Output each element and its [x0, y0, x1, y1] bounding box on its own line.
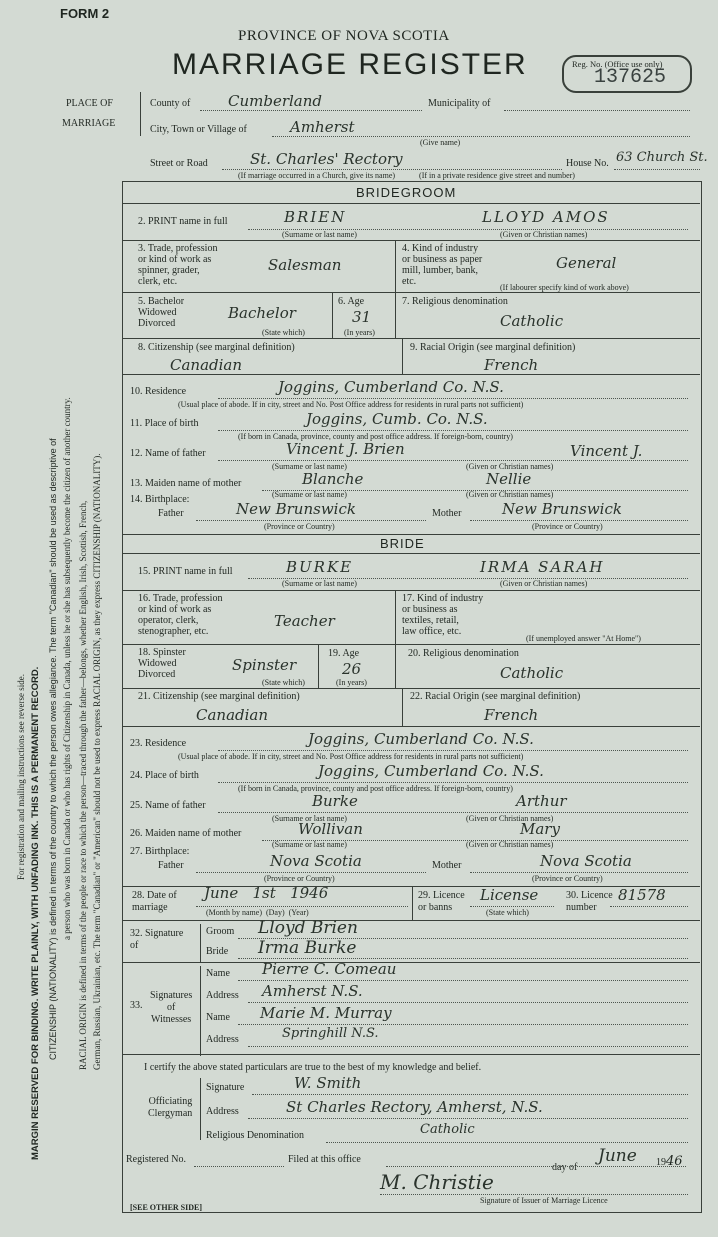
groom-father-bp-label: Father [158, 508, 184, 519]
groom-racial-label: 9. Racial Origin (see marginal definition) [410, 342, 576, 353]
bride-name-label: 15. PRINT name in full [138, 566, 233, 577]
bride-racial: French [484, 706, 539, 724]
place-of-label: PLACE OF [66, 98, 113, 109]
form-number: FORM 2 [60, 6, 110, 21]
county-label: County of [150, 98, 191, 109]
issuer-note: Signature of Issuer of Marriage Licence [480, 1196, 608, 1205]
bride-in-years: (In years) [336, 678, 367, 687]
groom-religion: Catholic [500, 312, 564, 330]
bride-mother-surname-note: (Surname or last name) [272, 840, 347, 849]
signature-brace [200, 924, 205, 962]
bride-given: IRMA SARAH [480, 558, 605, 576]
groom-racial: French [484, 356, 539, 374]
bride-birthplace27-label: 27. Birthplace: [130, 846, 190, 857]
date-note: (Month by name) (Day) (Year) [206, 908, 309, 917]
bride-given-note: (Given or Christian names) [500, 579, 588, 588]
bride-signature: Irma Burke [258, 938, 357, 958]
page-title: MARRIAGE REGISTER [172, 48, 528, 81]
municipality-label: Municipality of [428, 98, 491, 109]
margin-line-2: MARGIN RESERVED FOR BINDING. WRITE PLAINLY, WITH UNFADING INK. THIS IS A PERMANENT RECORD. [30, 666, 41, 1160]
city-label: City, Town or Village of [150, 124, 247, 135]
bride-status: Spinster [232, 656, 297, 674]
bride-age: 26 [342, 660, 362, 678]
bride-trade: Teacher [274, 612, 335, 630]
bride-mother-label: 26. Maiden name of mother [130, 828, 242, 839]
w2-address: Springhill N.S. [282, 1026, 379, 1041]
bride-father-given-note: (Given or Christian names) [466, 814, 554, 823]
clergy-sig-label: Signature [206, 1082, 245, 1093]
witness-brace [200, 966, 205, 1056]
registered-label: Registered No. [126, 1154, 186, 1165]
bride-religion-label: 20. Religious denomination [408, 648, 519, 659]
groom-father-label: 12. Name of father [130, 448, 206, 459]
day-of-label: day of [552, 1162, 578, 1173]
witness-number: 33. [130, 1000, 143, 1011]
groom-industry: General [556, 254, 617, 272]
groom-birthplace: Joggins, Cumb. Co. N.S. [306, 410, 488, 428]
groom-religion-label: 7. Religious denomination [402, 296, 508, 307]
licence-state-which: (State which) [486, 908, 529, 917]
street-label: Street or Road [150, 158, 208, 169]
bride-surname: BURKE [286, 558, 354, 576]
groom-surname: BRIEN [284, 208, 347, 226]
city-value: Amherst [290, 118, 355, 136]
groom-in-years: (In years) [344, 328, 375, 337]
bride-heading: BRIDE [380, 536, 425, 551]
bride-residence-note: (Usual place of abode. If in city, street and No. Post Office address for residents in rural parts not sufficient) [178, 752, 524, 761]
bride-father-label: 25. Name of father [130, 800, 206, 811]
groom-industry-label: 4. Kind of industry or business as paper mill, lumber, bank, etc. [402, 243, 483, 287]
bride-father-bp-label: Father [158, 860, 184, 871]
reg-no-value: 137625 [594, 66, 667, 89]
bride-age-label: 19. Age [328, 648, 360, 659]
licence-value: License [480, 886, 539, 904]
clergy-signature: W. Smith [294, 1074, 362, 1092]
groom-mother-bp: New Brunswick [502, 500, 622, 518]
groom-trade-label: 3. Trade, profession or kind of work as spinner, grader, clerk, etc. [138, 243, 218, 287]
bride-trade-label: 16. Trade, profession or kind of work as operator, clerk, stenographer, etc. [138, 593, 223, 637]
clergy-address-label: Address [206, 1106, 239, 1117]
groom-birthplace-label: 11. Place of birth [130, 418, 199, 429]
groom-given-note: (Given or Christian names) [500, 230, 588, 239]
filed-month: June [598, 1146, 637, 1166]
denomination-label: Religious Denomination [206, 1130, 305, 1141]
bride-mother-given: Mary [520, 820, 560, 838]
groom-status-label: 5. Bachelor Widowed Divorced [138, 296, 185, 329]
give-name-note: (Give name) [420, 138, 461, 147]
bride-citizenship-label: 21. Citizenship (see marginal definition) [138, 691, 300, 702]
groom-residence: Joggins, Cumberland Co. N.S. [278, 378, 504, 396]
groom-age: 31 [352, 308, 372, 326]
groom-sig-label: Groom [206, 926, 235, 937]
bridegroom-heading: BRIDEGROOM [356, 185, 457, 200]
w1-address: Amherst N.S. [262, 982, 363, 1000]
signature-label: 32. Signature of [130, 928, 184, 951]
place-note: (If marriage occurred in a Church, give its name) (If in a private residence give street and number) [238, 171, 575, 180]
bride-birthplace: Joggins, Cumberland Co. N.S. [318, 762, 544, 780]
groom-mother-prov-note: (Province or Country) [532, 522, 603, 531]
reg-no-label: Reg. No. (Office use only) [572, 59, 663, 69]
bride-mother-bp: Nova Scotia [540, 852, 632, 870]
certify-text: I certify the above stated particulars are true to the best of my knowledge and belief. [144, 1062, 482, 1073]
filed-label: Filed at this office [288, 1154, 361, 1165]
margin-line-1: For registration and mailing instructions see reverse side. [16, 674, 26, 880]
bride-religion: Catholic [500, 664, 564, 682]
w2-address-label: Address [206, 1034, 239, 1045]
filed-year-value: 46 [666, 1154, 683, 1169]
groom-name-label: 2. PRINT name in full [138, 216, 228, 227]
groom-age-label: 6. Age [338, 296, 365, 307]
groom-status: Bachelor [228, 304, 296, 322]
groom-industry-note: (If labourer specify kind of work above) [500, 283, 629, 292]
bride-birthplace-note: (If born in Canada, province, county and post office address. If foreign-born, country) [238, 784, 513, 793]
officiating-label: Officiating Clergyman [148, 1096, 193, 1119]
bride-citizenship: Canadian [196, 706, 269, 724]
groom-mother-given: Nellie [486, 470, 532, 488]
groom-surname-note: (Surname or last name) [282, 230, 357, 239]
marriage-date: June 1st 1946 [204, 884, 329, 902]
margin-line-5: RACIAL ORIGIN is defined in terms of the people or race to which the person—traced through the father—belongs, whether English, Irish, Scottish, French, [78, 500, 88, 1070]
issuer-signature: M. Christie [380, 1170, 494, 1194]
groom-mother-given-note: (Given or Christian names) [466, 490, 554, 499]
margin-line-6: German, Russian, Ukrainian, etc. The term "Canadian" or "American" should not be used to express RACIAL ORIGIN, as they express CITIZENSHIP (NATIONALITY). [92, 453, 102, 1070]
margin-line-4: a person who was born in Canada or who has rights of Citizenship in Canada, unless he or she has subsequently become the citizen of another country. [62, 397, 72, 940]
bride-father-bp: Nova Scotia [270, 852, 362, 870]
w1-name: Pierre C. Comeau [262, 960, 397, 978]
groom-mother-surname: Blanche [302, 470, 364, 488]
province-heading: PROVINCE OF NOVA SCOTIA [238, 28, 450, 44]
groom-father-bp: New Brunswick [236, 500, 356, 518]
street-value: St. Charles' Rectory [250, 150, 403, 168]
place-brace [140, 92, 147, 136]
groom-residence-note: (Usual place of abode. If in city, street and No. Post Office address for residents in rural parts not sufficient) [178, 400, 524, 409]
groom-mother-bp-label: Mother [432, 508, 462, 519]
groom-father-surname: Vincent J. Brien [286, 440, 405, 458]
groom-residence-label: 10. Residence [130, 386, 187, 397]
marriage-label: MARRIAGE [62, 118, 116, 129]
house-value: 63 Church St. [616, 150, 708, 165]
see-other-side: [SEE OTHER SIDE] [130, 1203, 203, 1212]
bride-mother-surname: Wollivan [298, 820, 363, 838]
groom-father-prov-note: (Province or Country) [264, 522, 335, 531]
w1-address-label: Address [206, 990, 239, 1001]
clergy-brace [200, 1078, 205, 1140]
groom-citizenship: Canadian [170, 356, 243, 374]
date-label: 28. Date of marriage [132, 890, 177, 913]
licence-number-label: 30. Licence number [566, 890, 613, 913]
groom-trade: Salesman [268, 256, 342, 274]
bride-industry-label: 17. Kind of industry or business as textiles, retail, law office, etc. [402, 593, 484, 637]
bride-mother-given-note: (Given or Christian names) [466, 840, 554, 849]
bride-father-given: Arthur [516, 792, 567, 810]
county-value: Cumberland [228, 92, 323, 110]
denomination-value: Catholic [420, 1122, 475, 1137]
bride-industry-note: (If unemployed answer "At Home") [526, 634, 641, 643]
bride-sig-label: Bride [206, 946, 229, 957]
groom-state-which: (State which) [262, 328, 305, 337]
filed-year-label: 1946 [656, 1154, 683, 1169]
bride-father-surname: Burke [312, 792, 358, 810]
margin-line-3: CITIZENSHIP (NATIONALITY) is defined in terms of the country to which the person owes allegiance. The term "Canadian" should be used as descriptive of [48, 438, 58, 1060]
clergy-address: St Charles Rectory, Amherst, N.S. [286, 1098, 543, 1116]
groom-father-surname-note: (Surname or last name) [272, 462, 347, 471]
bride-state-which: (State which) [262, 678, 305, 687]
groom-birthplace14-label: 14. Birthplace: [130, 494, 190, 505]
groom-birthplace-note: (If born in Canada, province, county and post office address. If foreign-born, country) [238, 432, 513, 441]
groom-citizenship-label: 8. Citizenship (see marginal definition) [138, 342, 295, 353]
bride-residence-label: 23. Residence [130, 738, 187, 749]
bride-birthplace-label: 24. Place of birth [130, 770, 199, 781]
groom-father-given-note: (Given or Christian names) [466, 462, 554, 471]
groom-father-given: Vincent J. [570, 442, 643, 460]
bride-mother-bp-label: Mother [432, 860, 462, 871]
groom-mother-surname-note: (Surname or last name) [272, 490, 347, 499]
house-label: House No. [566, 158, 609, 169]
groom-mother-label: 13. Maiden name of mother [130, 478, 242, 489]
licence-number: 81578 [618, 886, 666, 904]
groom-given: LLOYD AMOS [482, 208, 610, 226]
bride-racial-label: 22. Racial Origin (see marginal definition) [410, 691, 581, 702]
bride-mother-prov-note: (Province or Country) [532, 874, 603, 883]
bride-father-prov-note: (Province or Country) [264, 874, 335, 883]
bride-status-label: 18. Spinster Widowed Divorced [138, 647, 186, 680]
w1-name-label: Name [206, 968, 230, 979]
groom-signature: Lloyd Brien [258, 918, 358, 938]
w2-name-label: Name [206, 1012, 230, 1023]
witness-label: Signatures of Witnesses [150, 990, 193, 1025]
bride-surname-note: (Surname or last name) [282, 579, 357, 588]
bride-father-surname-note: (Surname or last name) [272, 814, 347, 823]
reg-no-box [562, 55, 692, 93]
licence-label: 29. Licence or banns [418, 890, 465, 913]
w2-name: Marie M. Murray [260, 1004, 392, 1022]
bride-residence: Joggins, Cumberland Co. N.S. [308, 730, 534, 748]
